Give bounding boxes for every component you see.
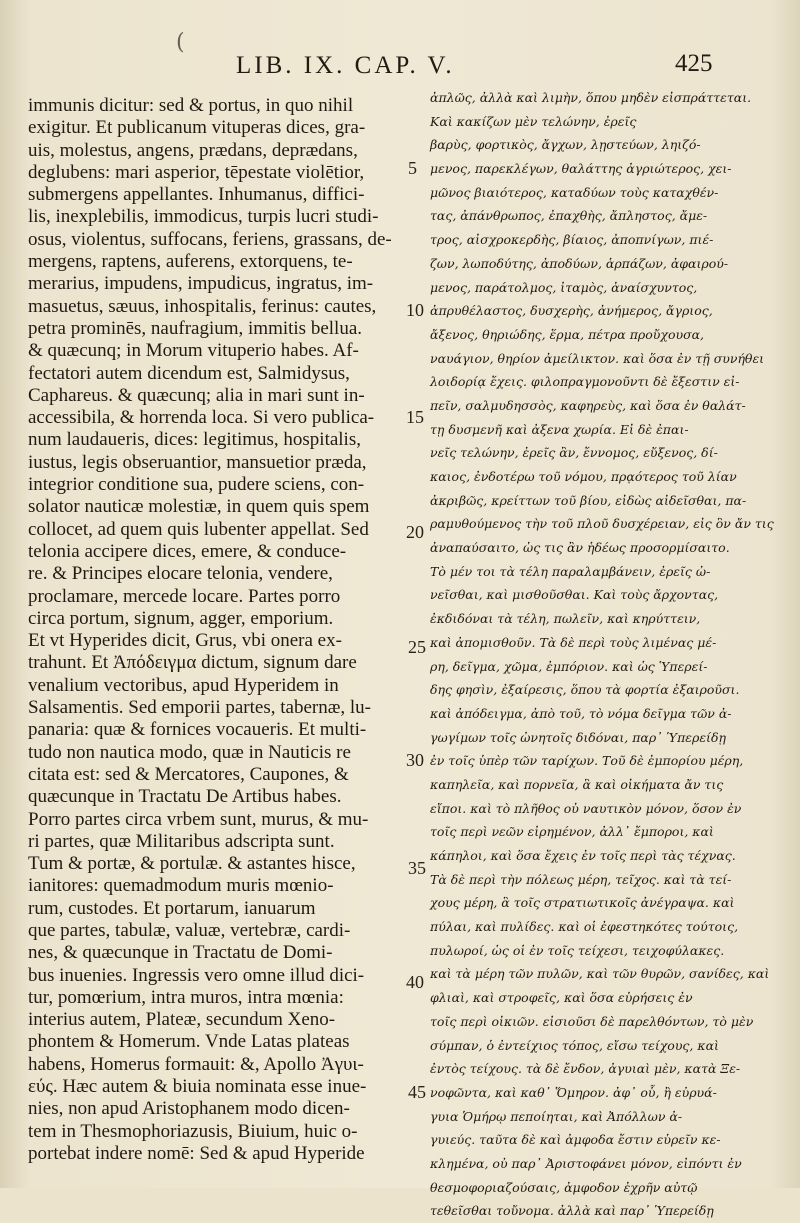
greek-text-line: τοῖς περὶ οἰκιῶν. εἰσιοῦσι δὲ παρελθόντων, τὸ μὲν [430, 1013, 754, 1029]
latin-text-line: osus, violentus, suffocans, feriens, grassans, de- [28, 228, 392, 250]
line-number-gutter [400, 0, 430, 1188]
latin-text-line: iustus, legis obseruantior, mansuetior præda, [28, 451, 367, 473]
greek-text-line: τοῖς περὶ νεῶν εἰρημένον, ἀλλ᾽ ἔμποροι, καὶ [430, 824, 714, 840]
latin-text-line: venalium vectoribus, apud Hyperidem in [28, 674, 339, 696]
greek-text-line: γυια Ὁμήρῳ πεποίηται, καὶ Ἀπόλλων ἀ- [430, 1108, 683, 1124]
greek-text-line: τῃ δυσμενῆ καὶ ἀξενα χωρία. Εἰ δὲ ἐπαι- [430, 421, 689, 437]
line-number: 40 [406, 972, 424, 992]
greek-text-line: νεῖσθαι, καὶ μισθοῦσθαι. Καὶ τοὺς ἄρχοντας, [430, 587, 719, 603]
latin-text-line: tudo non nautica modo, quæ in Nauticis re [28, 741, 351, 763]
greek-text-line: ἐντὸς τείχους. τὰ δὲ ἔνδον, ἀγυιαὶ μὲν, κατὰ Ξε- [430, 1061, 741, 1077]
latin-text-line: collocet, ad quem quis lubenter appellat. Sed [28, 518, 369, 540]
greek-text-line: γυιεύς. ταῦτα δὲ καὶ ἀμφοδα ἔστιν εὑρεῖν κε- [430, 1132, 721, 1148]
greek-text-line: τρος, αἰσχροκερδὴς, βίαιος, ἀποπνίγων, πιέ- [430, 232, 714, 248]
greek-text-line: δης φησὶν, ἐξαίρεσις, ὅπου τὰ φορτία ἐξαιροῦσι. [430, 682, 740, 698]
latin-text-line: num laudaueris, dices: legitimus, hospitalis, [28, 429, 361, 451]
greek-text-line: Τὸ μέν τοι τὰ τέλη παραλαμβάνειν, ἐρεῖς ὠ- [430, 563, 711, 579]
latin-text-line: & quæcunq; in Morum vituperio habes. Af- [28, 340, 359, 362]
line-number: 20 [406, 522, 424, 542]
latin-text-line: panaria: quæ & fornices vocaueris. Et multi- [28, 719, 367, 741]
greek-text-line: ἀκριβῶς, κρείττων τοῦ βίου, εἰδὼς αἰδεῖσθαι, πα- [430, 492, 747, 508]
greek-text-line: μενος, παρεκλέγων, θαλάττης ἀγριώτερος, χει- [430, 161, 732, 177]
pencil-mark: ( [176, 30, 185, 55]
latin-text-line: tem in Thesmophoriazusis, Biuium, huic o- [28, 1120, 358, 1142]
latin-text-line: solator nauticæ molestiæ, in quem quis spem [28, 496, 370, 518]
latin-text-line: citata est: sed & Mercatores, Caupones, & [28, 763, 349, 785]
greek-text-line: καὶ ἀπομισθοῦν. Τὰ δὲ περὶ τοὺς λιμένας μέ- [430, 634, 717, 650]
greek-text-line: τεθεῖσθαι τοὔνομα. ἀλλὰ καὶ παρ᾽ Ὑπερείδῃ [430, 1203, 714, 1219]
greek-text-line: πύλαι, καὶ πυλίδες. καὶ οἱ ἐφεστηκότες τούτοις, [430, 919, 739, 935]
greek-text-line: κλημένα, οὐ παρ᾽ Ἀριστοφάνει μόνον, εἰπόντι ἐν [430, 1155, 742, 1171]
greek-text-line: ναυάγιον, θηρίον ἀμείλικτον. καὶ ὅσα ἐν τῇ συνήθει [430, 350, 765, 366]
latin-text-line: telonia accipere dices, emere, & conduce- [28, 540, 347, 562]
greek-column [430, 86, 780, 1223]
latin-text-line: integrior conditione sua, pudere sciens, con- [28, 474, 365, 496]
latin-text-line: immunis dicitur: sed & portus, in quo nihil [28, 95, 354, 116]
greek-text-line: Καὶ κακίζων μὲν τελώνην, ἐρεῖς [430, 113, 637, 129]
latin-text-line: rum, custodes. Et portarum, ianuarum [28, 897, 316, 919]
greek-text-line: καιος, ἐνδοτέρω τοῦ νόμου, πρᾳότερος τοῦ λίαν [430, 469, 737, 484]
latin-text-line: circa portum, signum, agger, emporium. [28, 607, 334, 629]
latin-text-line: interius autem, Plateæ, secundum Xeno- [28, 1009, 336, 1031]
line-number: 35 [408, 858, 426, 878]
line-number: 15 [406, 407, 424, 427]
greek-text-line: νοφῶντα, καὶ καθ᾽ Ὅμηρον. ἀφ᾽ οὗ, ἢ εὐρυά- [430, 1084, 717, 1100]
greek-text-line: πεῖν, σαλμυδησσὸς, καφηρεὺς, καὶ ὅσα ἐν θαλάτ- [430, 397, 746, 413]
latin-text-line: deglubens: mari asperior, tēpestate violētior, [28, 161, 365, 183]
greek-text-line: ἀναπαύσαιτο, ὡς τις ἂν ἡδέως προσορμίσαιτο. [430, 540, 730, 556]
greek-text-line: ἐν τοῖς ὑπὲρ τῶν ταρίχων. Τοῦ δὲ ἐμπορίου μέρη, [430, 753, 744, 769]
latin-text-line: Salsamentis. Sed emporii partes, tabernæ, lu- [28, 697, 371, 719]
latin-text-line: petra prominēs, naufragium, immitis bellua. [28, 317, 363, 339]
greek-text-line: μῶνος βιαιότερος, καταδύων τοὺς καταχθέν- [430, 184, 719, 200]
greek-text-line: ζων, λωποδύτης, ἀποδύων, ἁρπάζων, ἀφαιρού- [430, 255, 729, 271]
latin-text-line: phontem & Homerum. Vnde Latas plateas [28, 1031, 350, 1053]
latin-text-line: Tum & portæ, & portulæ. & astantes hisce, [28, 853, 356, 875]
greek-text-line: Τὰ δὲ περὶ τὴν πόλεως μέρη, τεῖχος. καὶ τὰ τεί- [430, 871, 732, 887]
greek-text-line: εἴποι. καὶ τὸ πλῆθος οὐ ναυτικὸν μόνον, ὅσον ἐν [430, 800, 742, 816]
latin-text-line: ianitores: quemadmodum muris mœnio- [28, 875, 334, 897]
latin-text-line: habens, Homerus formauit: &, Apollo Ἀγυι- [28, 1053, 364, 1075]
latin-text-line: submergens appellantes. Inhumanus, diffici- [28, 184, 365, 206]
greek-text-line: ἀπλῶς, ἀλλὰ καὶ λιμὴν, ὅπου μηδὲν εἰσπράττεται. [430, 90, 752, 105]
greek-text-line: νεῖς τελώνην, ἐρεῖς ἂν, ἔννομος, εὔξενος, δί- [430, 445, 718, 461]
greek-text-line: καὶ τὰ μέρη τῶν πυλῶν, καὶ τῶν θυρῶν, σανίδες, καὶ [430, 966, 770, 982]
greek-text-line: γωγίμων τοῖς ὠνητοῖς διδόναι, παρ᾽ Ὑπερείδῃ [430, 729, 726, 745]
greek-text-line: ἀπρυθέλαστος, δυσχερὴς, ἀνήμερος, ἄγριος, [430, 303, 713, 319]
latin-text-line: εύς. Hæc autem & biuia nominata esse inue- [28, 1076, 367, 1098]
greek-text-line: πυλωροί, ὡς οἱ ἐν τοῖς τείχεσι, τειχοφύλακες. [430, 942, 725, 958]
greek-text-line: κάπηλοι, καὶ ὅσα ἔχεις ἐν τοῖς περὶ τὰς τέχνας. [430, 848, 736, 863]
greek-text-line: ἄξενος, θηριώδης, ἕρμα, πέτρα προὔχουσα, [430, 326, 705, 342]
line-number: 45 [408, 1082, 426, 1102]
greek-text-line: τας, ἀπάνθρωπος, ἐπαχθὴς, ἄπληστος, ἄμε- [430, 208, 708, 224]
greek-text-line: φλιαὶ, καὶ στροφεῖς, καὶ ὅσα εὑρήσεις ἐν [430, 990, 693, 1006]
latin-text-line: accessibila, & horrenda loca. Si vero publica- [28, 407, 375, 429]
greek-text-line: σύμπαν, ὁ ἐντείχιος τόπος, εἴσω τείχους, καὶ [430, 1037, 719, 1053]
latin-text-line: mergens, raptens, auferens, extorquens, te- [28, 251, 353, 273]
latin-text-line: que partes, tabulæ, valuæ, vertebræ, cardi- [28, 919, 351, 941]
latin-text-line: masuetus, sæuus, inhospitalis, ferinus: cautes, [28, 295, 377, 317]
latin-text-line: nies, non apud Aristophanem modo dicen- [28, 1098, 350, 1120]
latin-column [28, 95, 406, 1165]
latin-text-line: trahunt. Et Ἀπόδειγμα dictum, signum dare [28, 652, 357, 674]
greek-text-line: χους μέρη, ἃ τοῖς στρατιωτικοῖς ἀνέγραψα. καὶ [430, 895, 735, 911]
greek-text-line: θεσμοφοριαζούσαις, ἀμφοδον ἐχρῆν αὐτῷ [430, 1179, 698, 1195]
latin-text-line: fectatori autem dicendum est, Salmidysus, [28, 362, 350, 384]
latin-text-line: portebat indere nomē: Sed & apud Hyperide [28, 1142, 365, 1164]
latin-text-line: Porro partes circa vrbem sunt, murus, & mu- [28, 808, 369, 830]
latin-text-line: re. & Principes elocare telonia, vendere, [28, 563, 333, 585]
line-number: 5 [408, 158, 417, 178]
greek-text-line: ἐκδιδόναι τὰ τέλη, πωλεῖν, καὶ κηρύττειν, [430, 611, 701, 627]
line-number: 30 [406, 750, 424, 770]
latin-text-line: merarius, impudens, impudicus, ingratus, im- [28, 273, 374, 295]
latin-text-line: nes, & quæcunque in Tractatu de Domi- [28, 942, 333, 964]
page-number: 425 [675, 50, 713, 77]
latin-text-line: lis, inexplebilis, immodicus, turpis lucri studi- [28, 206, 379, 228]
latin-text-line: exigitur. Et publicanum vituperas dices, gra- [28, 117, 366, 139]
latin-text-line: Caphareus. & quæcunq; alia in mari sunt in- [28, 384, 365, 406]
greek-text-line: καπηλεῖα, καὶ πορνεῖα, ἃ καὶ οἰκήματα ἄν τις [430, 776, 724, 792]
greek-text-line: ραμυθούμενος τὴν τοῦ πλοῦ δυσχέρειαν, εἰς ὃν ἄν τις [430, 516, 774, 532]
latin-text-line: ri partes, quæ Militaribus adscripta sunt. [28, 830, 335, 852]
latin-text-line: proclamare, mercede locare. Partes porro [28, 585, 341, 607]
greek-text-line: βαρὺς, φορτικὸς, ἄγχων, λῃστεύων, ληιζό- [430, 137, 701, 153]
latin-text-line: Et vt Hyperides dicit, Grus, vbi onera ex- [28, 630, 342, 652]
greek-text-line: ρη, δεῖγμα, χῶμα, ἐμπόριον. καὶ ὡς Ὑπερεί- [430, 658, 708, 674]
running-head: LIB. IX. CAP. V. [236, 52, 455, 79]
latin-text-line: uis, molestus, angens, prædans, deprædans, [28, 139, 358, 161]
latin-text-line: quæcunque in Tractatu De Artibus habes. [28, 786, 342, 808]
line-number: 25 [408, 637, 426, 657]
latin-text-line: tur, pomœrium, intra muros, intra mœnia: [28, 986, 344, 1008]
greek-text-line: μενος, παράτολμος, ἰταμὸς, ἀναίσχυντος, [430, 279, 698, 295]
greek-text-line: καὶ ἀπόδειγμα, ἀπὸ τοῦ, τὸ νόμα δεῖγμα τῶν ἀ- [430, 705, 732, 721]
line-number: 10 [406, 300, 424, 320]
greek-text-line: λοιδορίᾳ ἔχεις. φιλοπραγμονοῦντι δὲ ἔξεστιν εἰ- [430, 374, 740, 390]
latin-text-line: bus inuenies. Ingressis vero omne illud dici- [28, 964, 365, 986]
